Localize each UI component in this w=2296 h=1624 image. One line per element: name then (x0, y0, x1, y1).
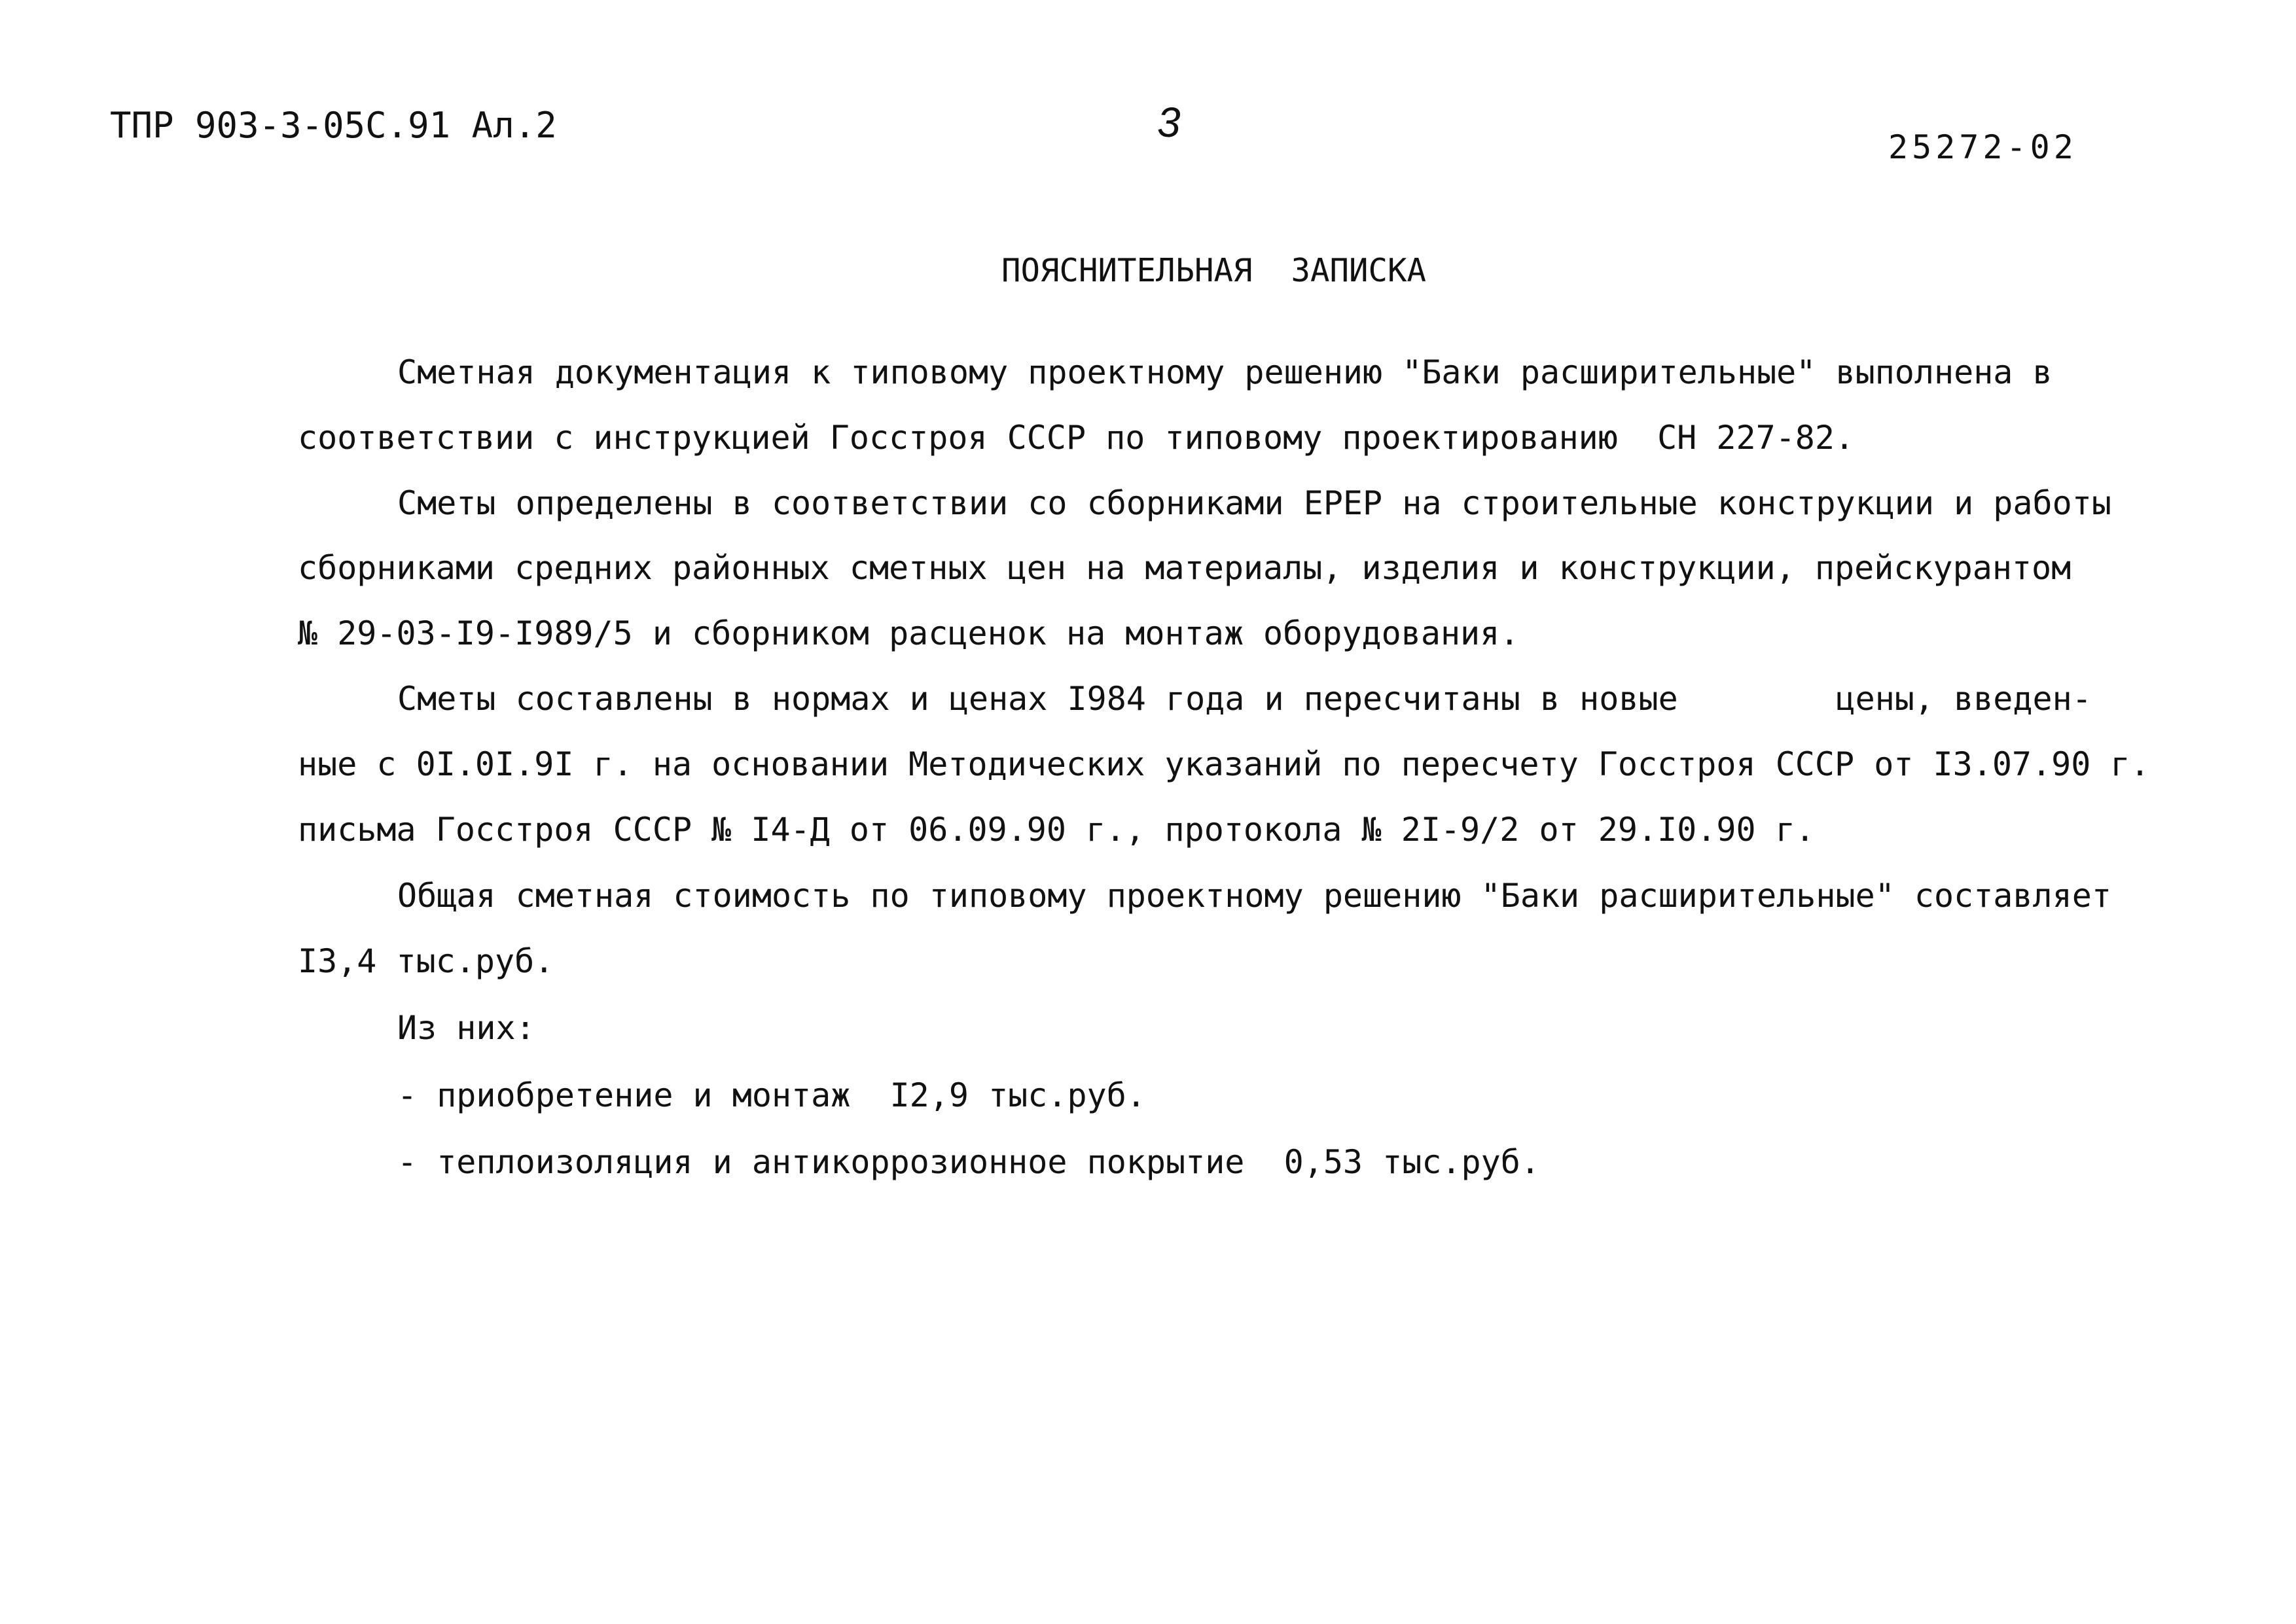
total-cost-line: I3,4 тыс.руб. (298, 942, 554, 980)
paragraph-line: Сметы составлены в нормах и ценах I984 года и пересчитаны в новые цены, введен- (397, 680, 2092, 718)
archive-number: 25272-02 (1888, 128, 2077, 166)
paragraph-line: Сметная документация к типовому проектному решению "Баки расширительные" выполнена в (397, 353, 2053, 391)
paragraph-line: № 29-03-I9-I989/5 и сборником расценок на монтаж оборудования. (298, 614, 1520, 652)
paragraph-line: сборниками средних районных сметных цен на материалы, изделия и конструкции, прейскурантом (298, 549, 2072, 587)
document-code: ТПР 903-3-05С.91 Ал.2 (110, 105, 557, 146)
page-number: 3 (1157, 99, 1181, 146)
paragraph-line: ные с 0I.0I.9I г. на основании Методических указаний по пересчету Госстроя СССР от I3.07.90 г. (298, 745, 2150, 783)
breakdown-item: - приобретение и монтаж I2,9 тыс.руб. (397, 1076, 1146, 1114)
paragraph-line: Сметы определены в соответствии со сборниками ЕРЕР на строительные конструкции и работы (397, 484, 2111, 522)
paragraph-line: Общая сметная стоимость по типовому проектному решению "Баки расширительные" составляет (397, 877, 2111, 915)
breakdown-heading: Из них: (397, 1009, 535, 1047)
breakdown-item: - теплоизоляция и антикоррозионное покрытие 0,53 тыс.руб. (397, 1143, 1540, 1181)
paragraph-line: письма Госстроя СССР № I4-Д от 06.09.90 г., протокола № 2I-9/2 от 29.I0.90 г. (298, 811, 1815, 849)
paragraph-line: соответствии с инструкцией Госстроя СССР по типовому проектированию СН 227-82. (298, 419, 1855, 457)
document-title: ПОЯСНИТЕЛЬНАЯ ЗАПИСКА (1001, 252, 1427, 289)
